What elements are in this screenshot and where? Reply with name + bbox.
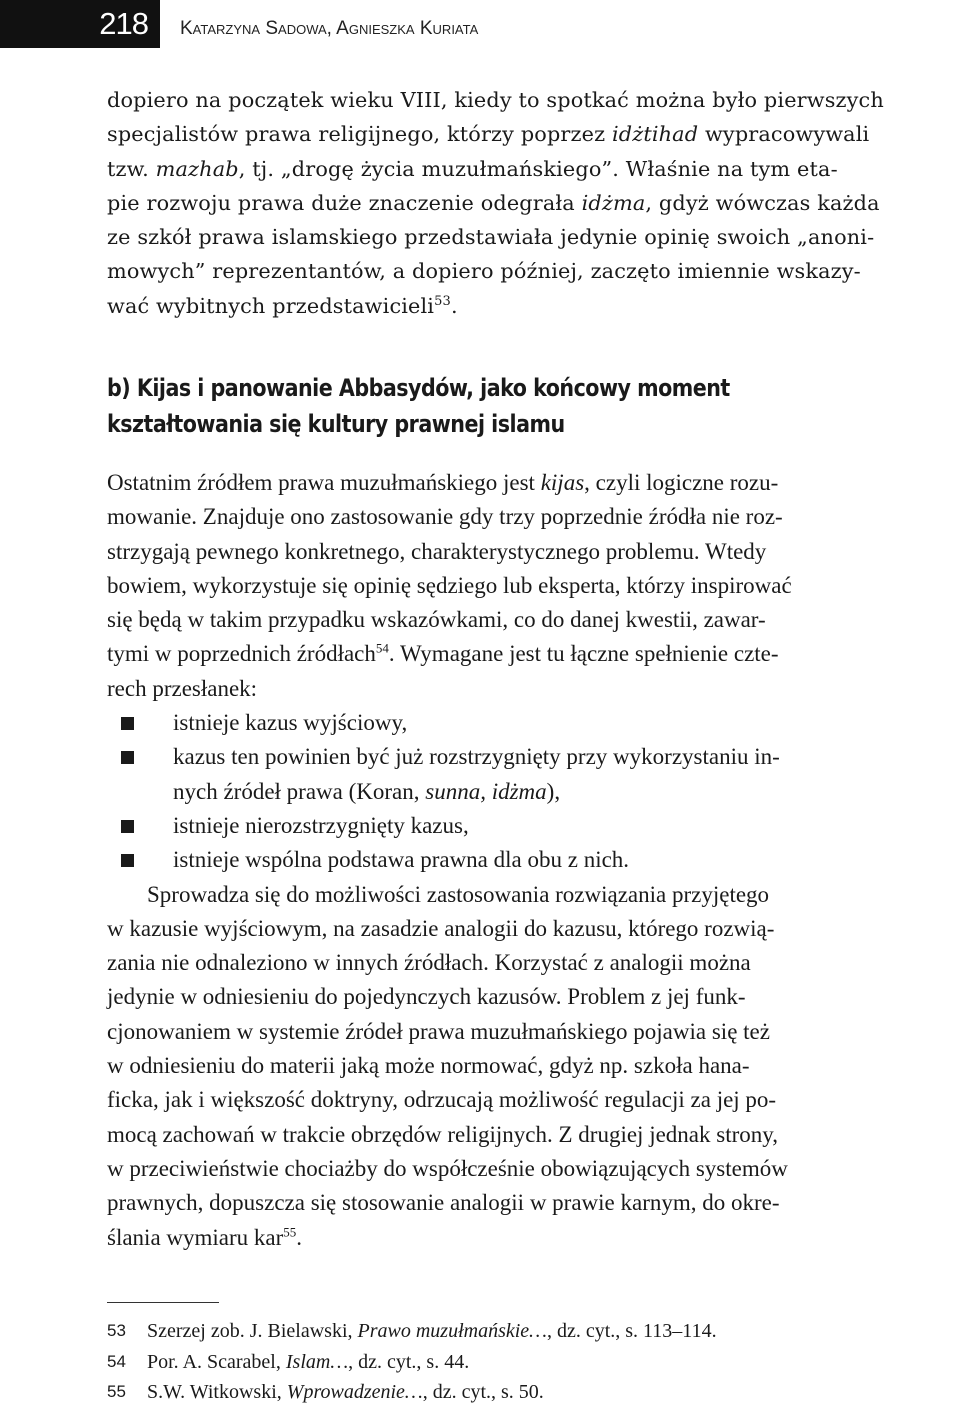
footnote-number: 54 xyxy=(107,1351,126,1371)
footnote-number: 53 xyxy=(107,1321,126,1340)
list-item: istnieje wspólna podstawa prawna dla obu z nich. xyxy=(107,843,955,877)
footnote-ref-54[interactable]: 54 xyxy=(375,640,389,656)
footnote-separator xyxy=(107,1302,219,1303)
footnote-ref-55[interactable]: 55 xyxy=(283,1223,297,1239)
square-bullet-icon xyxy=(121,854,134,867)
main-section xyxy=(107,466,955,1255)
list-item: istnieje kazus wyjściowy, xyxy=(107,706,955,740)
page-number: 218 xyxy=(0,0,160,48)
conditions-list xyxy=(107,706,955,877)
footnote-54: 54 Por. A. Scarabel, Islam…, dz. cyt., s. 44. xyxy=(107,1347,955,1378)
paragraph-kijas: Ostatnim źródłem prawa muzułmańskiego jest kijas, czyli logiczne rozu- mowanie. Znajduje ono zastosowanie gdy trzy poprzednie źródła nie roz- strzygają pewnego konkretnego, charakterystycznego problemu. Wtedy bowiem, wykorzystuje się opinię sędziego lub eksperta, którzy inspirować się będą w takim przypadku wskazówkami, co do danej kwestii, zawar- tymi w poprzednich źródłach$^{54}$. Wymagane jest tu łączne spełnienie czte- rech przesłanek: xyxy=(107,470,792,701)
running-head: Katarzyna Sadowa, Agnieszka Kuriata xyxy=(180,18,479,39)
square-bullet-icon xyxy=(121,751,134,764)
paragraph-analogy: Sprowadza się do możliwości zastosowania rozwiązania przyjętego w kazusie wyjściowym, na zasadzie analogii do kazusu, którego rozwią- zania nie odnaleziono w innych źródłach. Korzystać z analogii można jedynie w odniesieniu do pojedynczych kazusów. Problem z jej funk- cjonowaniem w systemie źródeł prawa muzułmańskiego pojawia się też w odniesieniu do materii jaką może normować, gdyż np. szkoła hana- ficka, jak i większość doktryny, odrzucają możliwość regulacji za jej po- mocą zachowań w trakcie obrzędów religijnych. Z drugiej jednak strony, w przeciwieństwie chociażby do współcześnie obowiązujących systemów prawnych, dopuszcza się stosowanie analogii w prawie karnym, do okre- ślania wymiaru kar$^{55}$. xyxy=(107,881,788,1250)
square-bullet-icon xyxy=(121,820,134,833)
intro-paragraph xyxy=(107,83,955,323)
page-header xyxy=(0,0,960,48)
list-item: istnieje nierozstrzygnięty kazus, xyxy=(107,809,955,843)
footnote-number: 55 xyxy=(107,1382,126,1401)
footnotes xyxy=(107,1316,955,1408)
section-heading: b) Kijas i panowanie Abbasydów, jako końcowy moment kształtowania się kultury prawnej islamu xyxy=(107,374,730,438)
footnote-ref-53[interactable]: 53 xyxy=(434,293,451,309)
square-bullet-icon xyxy=(121,717,134,730)
footnote-55: 55 S.W. Witkowski, Wprowadzenie…, dz. cyt., s. 50. xyxy=(107,1377,955,1408)
intro-text: dopiero na początek wieku VIII, kiedy to spotkać można było pierwszych specjalistów prawa religijnego, którzy poprzez idżtihad wypracowywali tzw. mazhab, tj. „drogę życia muzułmańskiego”. Właśnie na tym eta- pie rozwoju prawa duże znaczenie odegrała idżma, gdyż wówczas każda ze szkół prawa islamskiego przedstawiała jedynie opinię swoich „anoni- mowych” reprezentantów, a dopiero później, zaczęto imiennie wskazy- wać wybitnych przedstawicieli$^{53}$. xyxy=(107,88,884,318)
footnote-53: 53 Szerzej zob. J. Bielawski, Prawo muzułmańskie…, dz. cyt., s. 113–114. xyxy=(107,1316,955,1347)
list-item: kazus ten powinien być już rozstrzygnięty przy wykorzystaniu in- nych źródeł prawa (Koran, sunna, idżma), xyxy=(107,740,955,809)
